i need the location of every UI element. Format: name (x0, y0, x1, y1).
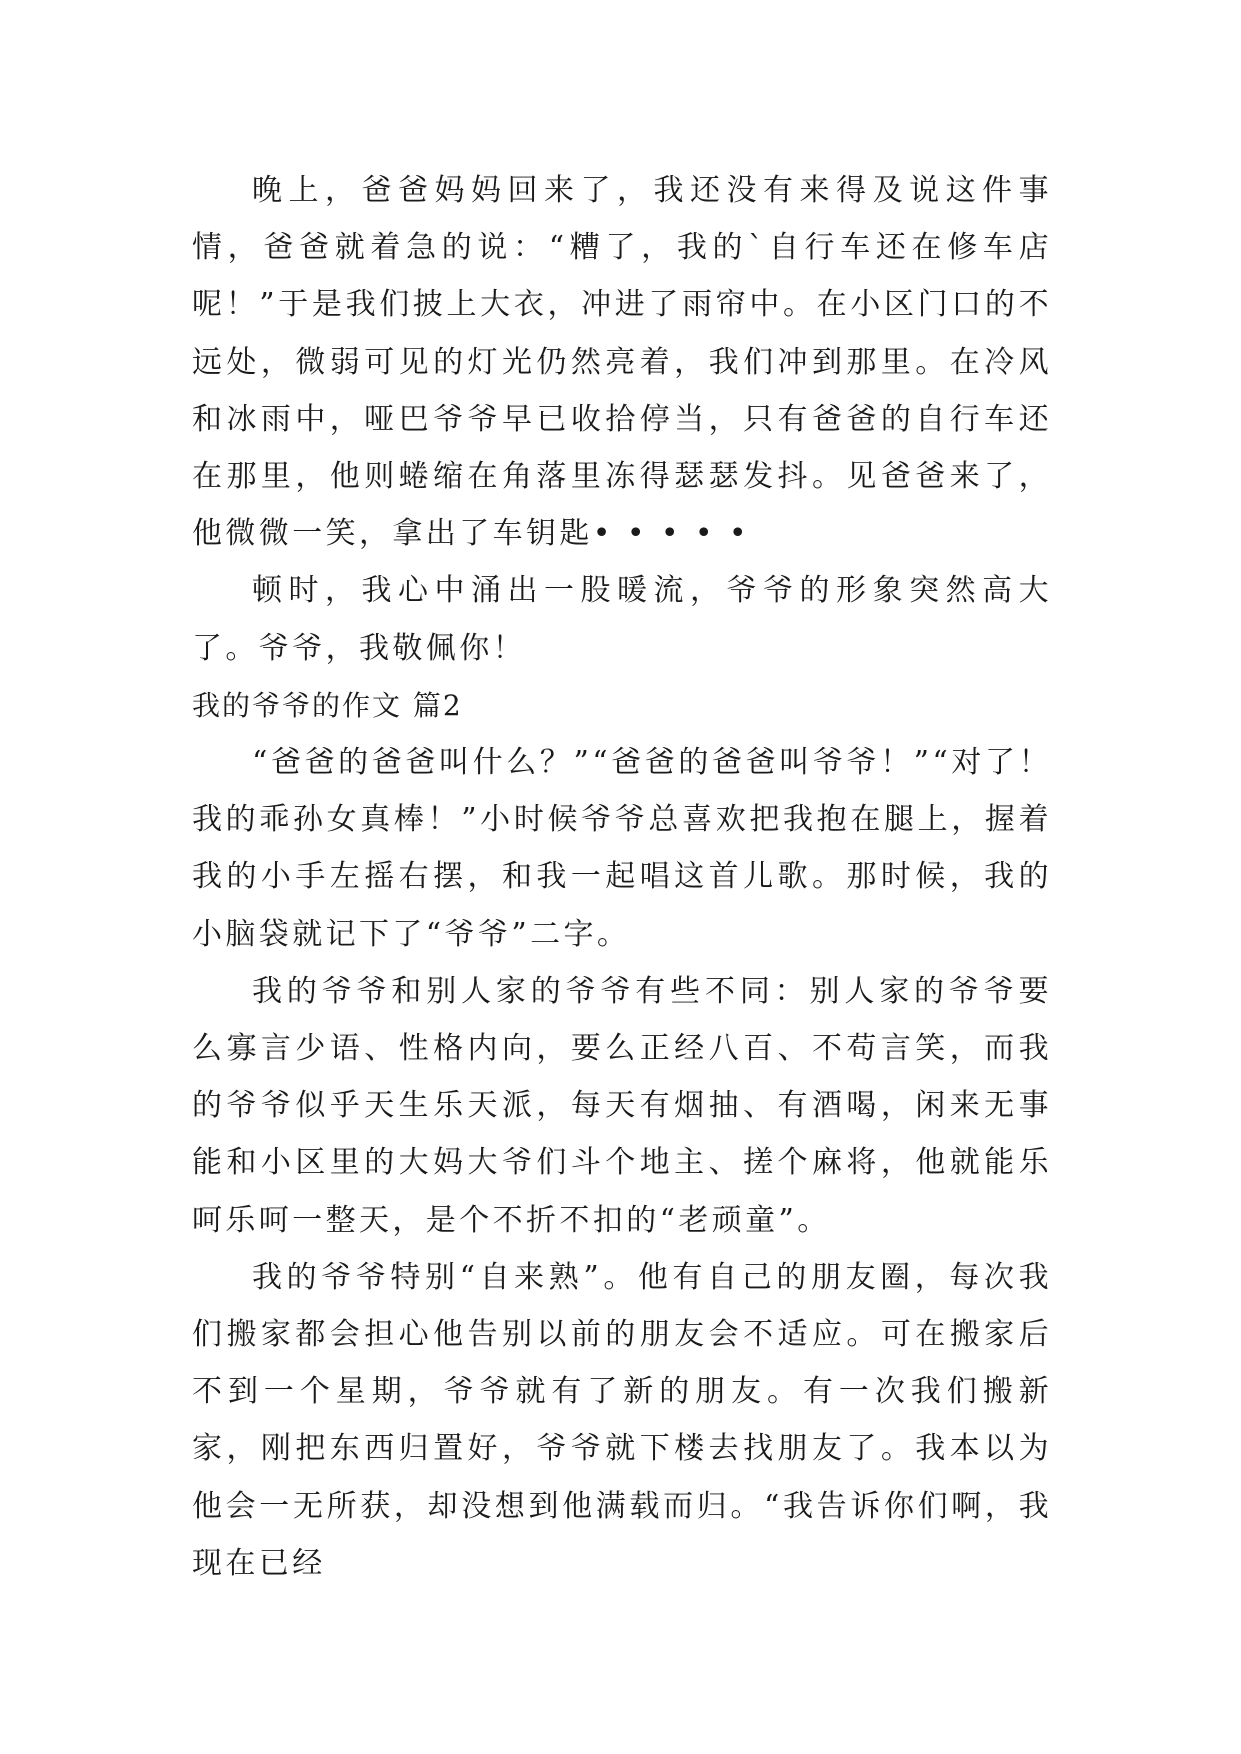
essay-heading: 我的爷爷的作文 篇2 (192, 688, 463, 722)
document-body (192, 162, 1052, 1592)
paragraph-admiration: 顿时，我心中涌出一股暖流，爷爷的形象突然高大了。爷爷，我敬佩你！ (192, 573, 1052, 666)
paragraph-optimistic-grandpa: 我的爷爷和别人家的爷爷有些不同：别人家的爷爷要么寡言少语、性格内向，要么正经八百、不苟言笑，而我的爷爷似乎天生乐天派，每天有烟抽、有酒喝，闲来无事能和小区里的大妈大爷们斗个地主、搓个麻将，他就能乐呵乐呵一整天，是个不折不扣的“老顽童”。 (192, 973, 1052, 1238)
paragraph-nursery-rhyme: “爸爸的爸爸叫什么？”“爸爸的爸爸叫爷爷！”“对了！我的乖孙女真棒！”小时候爷爷总喜欢把我抱在腿上，握着我的小手左摇右摆，和我一起唱这首儿歌。那时候，我的小脑袋就记下了“爷爷”二字。 (192, 745, 1052, 952)
paragraph-friendly-grandpa: 我的爷爷特别“自来熟”。他有自己的朋友圈，每次我们搬家都会担心他告别以前的朋友会不适应。可在搬家后不到一个星期，爷爷就有了新的朋友。有一次我们搬新家，刚把东西归置好，爷爷就下楼去找朋友了。我本以为他会一无所获，却没想到他满载而归。“我告诉你们啊，我现在已经 (192, 1259, 1052, 1581)
paragraph-night-bicycle: 晚上，爸爸妈妈回来了，我还没有来得及说这件事情，爸爸就着急的说：“糟了，我的`自行车还在修车店呢！”于是我们披上大衣，冲进了雨帘中。在小区门口的不远处，微弱可见的灯光仍然亮着，我们冲到那里。在冷风和冰雨中，哑巴爷爷早已收拾停当，只有爸爸的自行车还在那里，他则蜷缩在角落里冻得瑟瑟发抖。见爸爸来了，他微微一笑，拿出了车钥匙• • • • • (192, 173, 1052, 552)
